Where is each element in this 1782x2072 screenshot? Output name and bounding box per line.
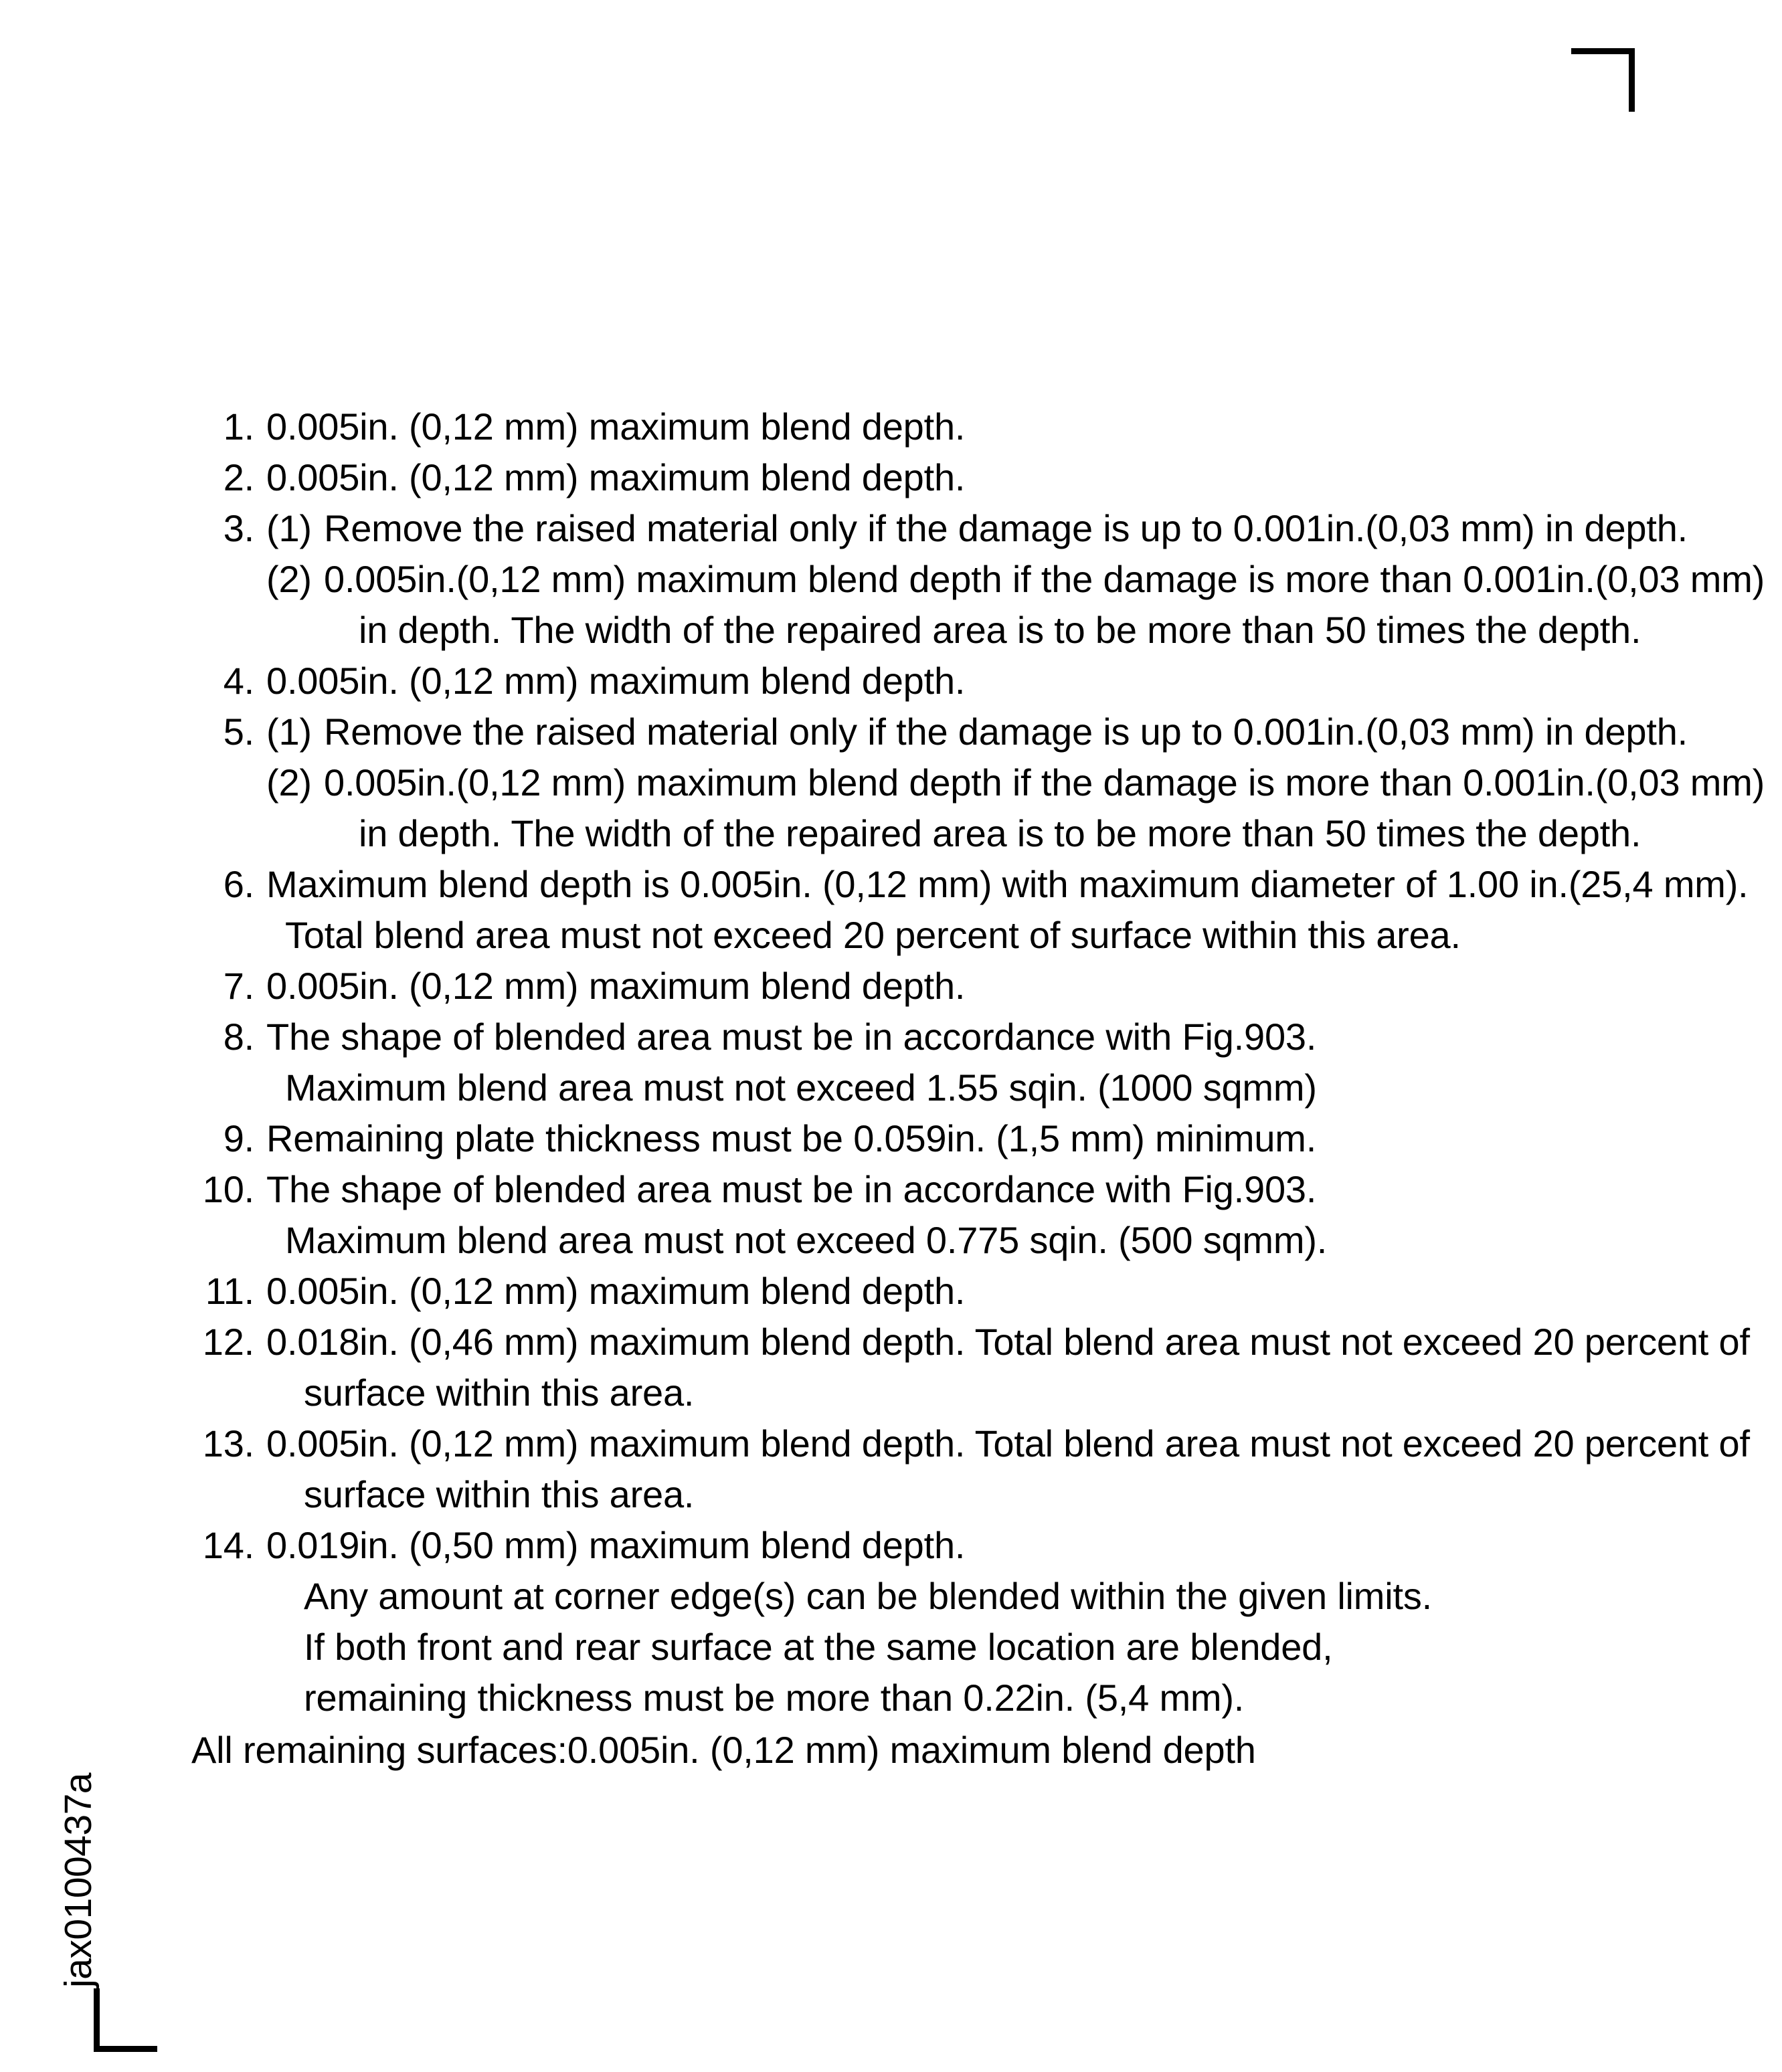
note-continuation-text: remaining thickness must be more than 0.22in. (5,4 mm). xyxy=(304,1677,1245,1719)
note-sub-marker: (1) xyxy=(266,507,312,549)
note-item xyxy=(191,707,1765,859)
note-number: 14. xyxy=(202,1524,254,1566)
note-text: Maximum blend depth is 0.005in. (0,12 mm) with maximum diameter of 1.00 in.(25,4 mm). xyxy=(266,863,1749,905)
note-body xyxy=(266,656,1684,707)
note-text: 0.005in. (0,12 mm) maximum blend depth. xyxy=(266,965,966,1007)
note-item xyxy=(191,401,1684,452)
note-continuation-text: in depth. The width of the repaired area is to be more than 50 times the depth. xyxy=(359,812,1641,854)
note-sub-marker: (2) xyxy=(266,558,312,600)
note-item xyxy=(191,1317,1750,1418)
note-sub-item xyxy=(266,757,1765,808)
note-body xyxy=(266,859,1749,961)
note-continuation-text: in depth. The width of the repaired area is to be more than 50 times the depth. xyxy=(359,609,1641,651)
note-item xyxy=(191,656,1684,707)
note-text: 0.018in. (0,46 mm) maximum blend depth. Total blend area must not exceed 20 percent of xyxy=(266,1321,1750,1363)
closing-note: All remaining surfaces:0.005in. (0,12 mm) maximum blend depth xyxy=(191,1729,1256,1771)
blend-depth-notes-list xyxy=(191,401,1765,1776)
note-body xyxy=(266,707,1765,859)
note-number: 12. xyxy=(202,1321,254,1363)
note-body xyxy=(266,1418,1750,1520)
crop-mark-bottom-left-icon xyxy=(94,1988,157,2052)
note-continuation-text: Maximum blend area must not exceed 0.775 sqin. (500 sqmm). xyxy=(285,1219,1328,1261)
note-item xyxy=(191,503,1765,656)
note-body xyxy=(266,961,1684,1012)
note-item xyxy=(191,452,1684,503)
note-text: The shape of blended area must be in accordance with Fig.903. xyxy=(266,1168,1317,1210)
note-text: 0.005in. (0,12 mm) maximum blend depth. xyxy=(266,660,966,702)
note-continuation-text: surface within this area. xyxy=(304,1372,695,1414)
note-item xyxy=(191,1164,1684,1266)
note-item xyxy=(191,1520,1684,1723)
note-body xyxy=(266,1266,1684,1317)
note-text: 0.005in. (0,12 mm) maximum blend depth. xyxy=(266,405,966,448)
note-sub-text: 0.005in.(0,12 mm) maximum blend depth if the damage is more than 0.001in.(0,03 mm) xyxy=(324,761,1765,804)
note-continuation-text: surface within this area. xyxy=(304,1473,695,1515)
note-number: 11. xyxy=(205,1270,254,1312)
note-number: 7. xyxy=(223,965,254,1007)
note-number: 6. xyxy=(223,863,254,905)
note-sub-marker: (1) xyxy=(266,711,312,753)
note-body xyxy=(266,1113,1684,1164)
note-item xyxy=(191,1113,1684,1164)
note-number: 9. xyxy=(223,1117,254,1159)
note-continuation-text: Maximum blend area must not exceed 1.55 sqin. (1000 sqmm) xyxy=(285,1066,1317,1109)
crop-mark-top-right-icon xyxy=(1571,48,1635,112)
note-number: 4. xyxy=(223,660,254,702)
note-number: 3. xyxy=(223,507,254,549)
note-text: 0.005in. (0,12 mm) maximum blend depth. Total blend area must not exceed 20 percent of xyxy=(266,1422,1750,1465)
note-body xyxy=(266,1164,1684,1266)
note-body xyxy=(266,503,1765,656)
note-sub-text: Remove the raised material only if the damage is up to 0.001in.(0,03 mm) in depth. xyxy=(324,711,1688,753)
note-body xyxy=(266,1012,1684,1113)
note-sub-text: Remove the raised material only if the damage is up to 0.001in.(0,03 mm) in depth. xyxy=(324,507,1688,549)
note-body xyxy=(266,1317,1750,1418)
note-body xyxy=(266,452,1684,503)
note-body xyxy=(266,401,1684,452)
note-sub-item xyxy=(266,707,1688,757)
note-number: 10. xyxy=(202,1168,254,1210)
note-text: 0.019in. (0,50 mm) maximum blend depth. xyxy=(266,1524,966,1566)
note-text: 0.005in. (0,12 mm) maximum blend depth. xyxy=(266,456,966,498)
note-number: 2. xyxy=(223,456,254,498)
note-number: 1. xyxy=(223,405,254,448)
note-text: 0.005in. (0,12 mm) maximum blend depth. xyxy=(266,1270,966,1312)
note-number: 5. xyxy=(223,711,254,753)
note-sub-item xyxy=(266,503,1688,554)
note-sub-text: 0.005in.(0,12 mm) maximum blend depth if the damage is more than 0.001in.(0,03 mm) xyxy=(324,558,1765,600)
note-item xyxy=(191,961,1684,1012)
figure-identifier: jax0100437a xyxy=(57,1773,100,1988)
note-text: Remaining plate thickness must be 0.059in. (1,5 mm) minimum. xyxy=(266,1117,1317,1159)
note-number: 8. xyxy=(223,1016,254,1058)
note-item xyxy=(191,859,1749,961)
note-item xyxy=(191,1418,1750,1520)
note-item xyxy=(191,1012,1684,1113)
note-continuation-text: Any amount at corner edge(s) can be blended within the given limits. xyxy=(304,1575,1433,1617)
note-continuation-text: If both front and rear surface at the same location are blended, xyxy=(304,1626,1333,1668)
note-text: The shape of blended area must be in accordance with Fig.903. xyxy=(266,1016,1317,1058)
note-sub-item xyxy=(266,554,1765,605)
note-number: 13. xyxy=(202,1422,254,1465)
note-sub-marker: (2) xyxy=(266,761,312,804)
note-continuation-text: Total blend area must not exceed 20 percent of surface within this area. xyxy=(285,914,1461,956)
note-body xyxy=(266,1520,1684,1723)
note-item xyxy=(191,1266,1684,1317)
